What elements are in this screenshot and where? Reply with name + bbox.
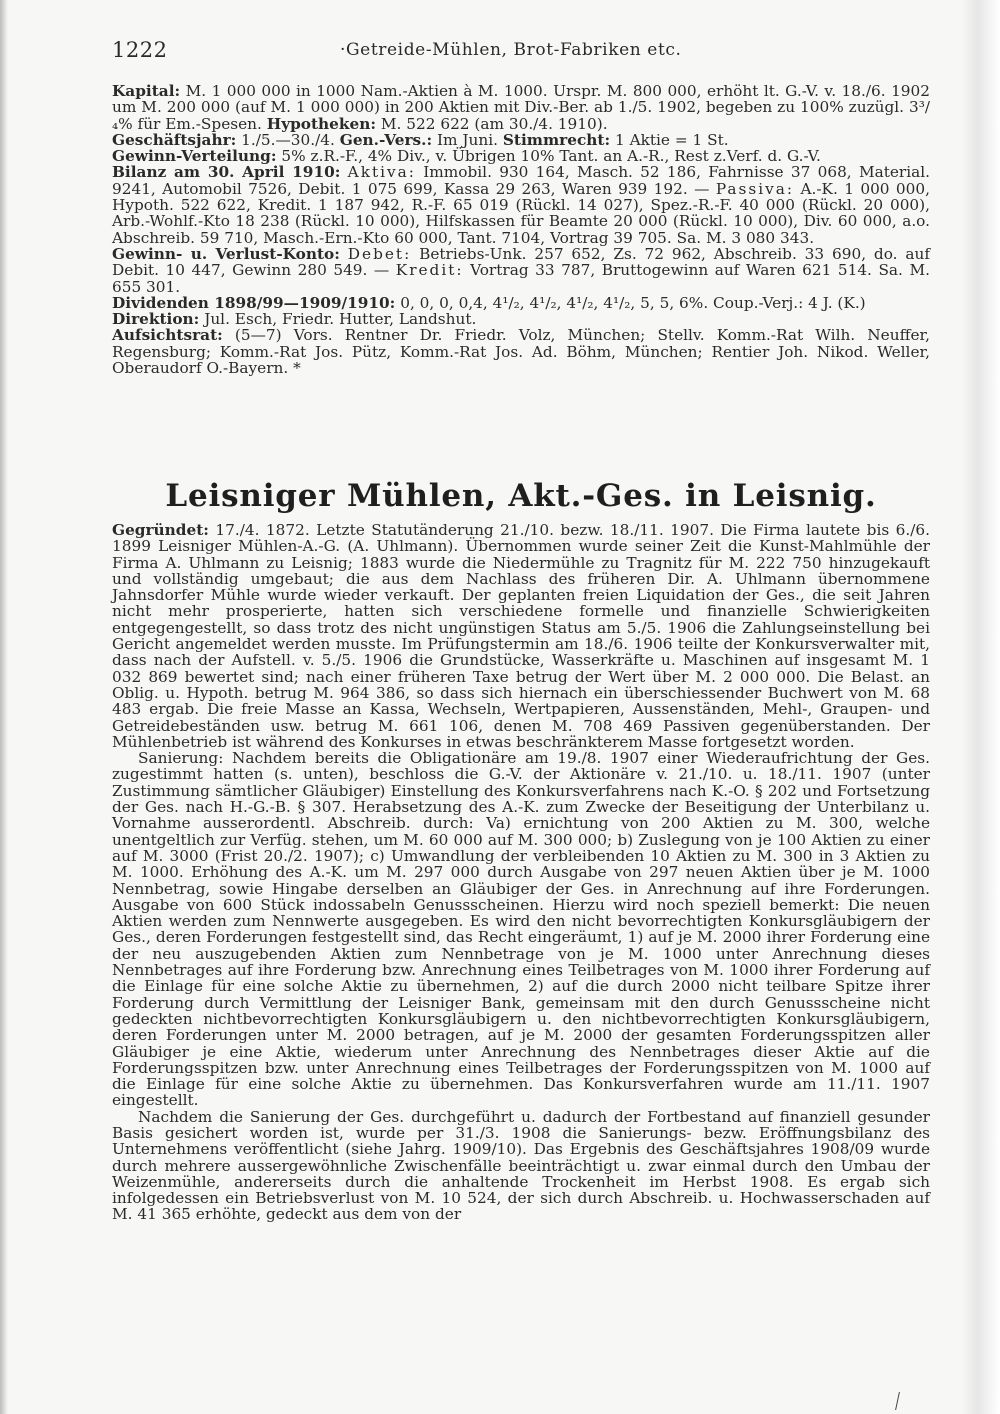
kapital-paragraph	[112, 83, 930, 132]
scan-edge-left	[0, 0, 8, 1414]
gewinnverteilung-text: 5% z.R.-F., 4% Div., v. Übrigen 10% Tant. an A.-R., Rest z.Verf. d. G.-V.	[281, 147, 821, 166]
genvers-text: Im Juni.	[436, 130, 498, 149]
hypotheken-label: Hypotheken:	[266, 114, 377, 133]
stimmrecht-label: Stimmrecht:	[502, 130, 611, 149]
page-header	[112, 38, 932, 64]
geschaeftsjahr-label: Geschäftsjahr:	[112, 130, 237, 149]
dividenden-label: Dividenden 1898/99—1909/1910:	[112, 293, 396, 312]
geschaeftsjahr-paragraph	[112, 132, 930, 148]
geschaeftsjahr-text: 1./5.—30./4.	[241, 130, 335, 149]
guv-paragraph	[112, 246, 930, 295]
company-title: Leisniger Mühlen, Akt.-Ges. in Leisnig.	[165, 478, 877, 514]
passiva-text: A.-K. 1 000 000, Hypoth. 522 622, Kredit. 1 187 942, R.-F. 65 019 (Rückl. 14 027), Spez.-R.-F. 40 000 (Rückl. 20 000), Arb.-Wohlf.-Kto 18 238 (Rückl. 10 000), Hilfskassen für Beamte 20 000 (Rückl. 10 000), Div. 60 000, a.o. Abschreib. 59 710, Masch.-Ern.-Kto 60 000, Tant. 7104, Vortrag 39 705. Sa. M. 3 080 343.	[112, 179, 930, 247]
previous-company-entry	[112, 83, 930, 376]
company-entry	[112, 522, 930, 1223]
aufsichtsrat-label: Aufsichtsrat:	[112, 326, 223, 345]
debet-label: Debet:	[347, 244, 412, 263]
history-paragraph	[112, 522, 930, 750]
kredit-label: Kredit:	[395, 261, 464, 280]
kapital-label: Kapital:	[112, 82, 181, 100]
scan-edge-right	[962, 0, 1000, 1414]
final-paragraph: Nachdem die Sanierung der Ges. durchgeführt u. dadurch der Fortbestand auf finanziell gesunder Basis gesichert worden ist, wurde per 31./3. 1908 die Sanierungs- bezw. Eröffnungsbilanz des Unternehmens veröffentlicht (siehe Jahrg. 1909/10). Das Ergebnis des Geschäftsjahres 1908/09 wurde durch mehrere aussergewöhnliche Zwischenfälle beeinträchtigt u. zwar einmal durch den Umbau der Weizenmühle, andererseits durch die anhaltende Trockenheit im Herbst 1908. Es ergab sich infolgedessen ein Betriebsverlust von M. 10 524, der sich durch Abschreib. u. Hochwasserschaden auf M. 41 365 erhöhte, gedeckt aus dem von der	[112, 1107, 930, 1224]
margin-mark	[895, 1392, 912, 1410]
aufsichtsrat-text: (5—7) Vors. Rentner Dr. Friedr. Volz, München; Stellv. Komm.-Rat Wilh. Neuffer, Regensburg; Komm.-Rat Jos. Pütz, Komm.-Rat Jos. Ad. Böhm, München; Rentier Joh. Nikod. Weller, Oberaudorf O.-Bayern. *	[112, 326, 930, 378]
bilanz-paragraph	[112, 164, 930, 245]
stimmrecht-text: 1 Aktie = 1 St.	[614, 130, 729, 149]
aktiva-text: Immobil. 930 164, Masch. 52 186, Fahrnisse 37 068, Material. 9241, Automobil 7526, Debit. 1 075 699, Kassa 29 263, Waren 939 192. —	[112, 163, 931, 198]
direktion-label: Direktion:	[112, 310, 200, 329]
guv-label: Gewinn- u. Verlust-Konto:	[112, 244, 340, 263]
dividenden-paragraph	[112, 295, 930, 311]
gewinnverteilung-paragraph	[112, 148, 930, 164]
kapital-text: M. 1 000 000 in 1000 Nam.-Aktien à M. 1000. Urspr. M. 800 000, erhöht lt. G.-V. v. 18./6. 1902 um M. 200 000 (auf M. 1 000 000) in 200 Aktien mit Div.-Ber. ab 1./5. 1902, begeben zu 100% zuzügl. 3³/₄% für Em.-Spesen.	[112, 82, 930, 133]
aufsichtsrat-paragraph	[112, 327, 930, 376]
sanierung-paragraph: Sanierung: Nachdem bereits die Obligationäre am 19./8. 1907 einer Wiederaufrichtung der Ges. zugestimmt hatten (s. unten), beschloss die G.-V. der Aktionäre v. 21./10. u. 18./11. 1907 (unter Zustimmung sämtlicher Gläubiger) Einstellung des Konkursverfahrens nach K.-O. § 202 und Fortsetzung der Ges. nach H.-G.-B. § 307. Herabsetzung des A.-K. zum Zwecke der Beseitigung der Unterbilanz u. Vornahme ausserordentl. Abschreib. durch: Va) ernichtung von 200 Aktien zu M. 300, welche unentgeltlich zur Verfüg. stehen, um M. 60 000 auf M. 300 000; b) Zuslegung von je 100 Aktien zu einer auf M. 3000 (Frist 20./2. 1907); c) Umwandlung der verbleibenden 10 Aktien zu M. 300 in 3 Aktien zu M. 1000. Erhöhung des A.-K. um M. 297 000 durch Ausgabe von 297 neuen Aktien über je M. 1000 Nennbetrag, sowie Hingabe derselben an Gläubiger der Ges. in Anrechnung auf ihre Forderungen. Ausgabe von 600 Stück indossabeln Genussscheinen. Hierzu wird noch speziell bemerkt: Die neuen Aktien werden zum Nennwerte ausgegeben. Es wird den nicht bevorrechtigten Konkursgläubigern der Ges., deren Forderungen festgestellt sind, das Recht eingeräumt, 1) auf je M. 2000 ihrer Forderung eine der neu auszugebenden Aktien zum Nennbetrage von je M. 1000 unter Anrechnung dieses Nennbetrages auf ihre Forderung bzw. Anrechnung eines Teilbetrages von M. 1000 ihrer Forderung auf die Einlage für eine solche Aktie zu übernehmen, 2) auf die durch 2000 nicht teilbare Spitze ihrer Forderung durch Vermittlung der Leisniger Bank, gemeinsam mit den durch Genussscheine nicht gedeckten nichtbevorrechtigten Konkursgläubigern u. den nichtbevorrechtigten Konkursgläubigern, deren Forderungen unter M. 2000 betragen, auf je M. 2000 der gesamten Forderungsspitzen aller Gläubiger je eine Aktie, wiederum unter Anrechnung des Nennbetrages dieser Aktie auf die Forderungsspitzen bzw. unter Anrechnung eines Teilbetrages der Forderungsspitzen von M. 1000 auf die Einlage für eine solche Aktie zu übernehmen. Das Konkursverfahren wurde am 11./11. 1907 eingestellt.	[112, 749, 930, 1110]
direktion-paragraph	[112, 311, 930, 327]
debet-text: Betriebs-Unk. 257 652, Zs. 72 962, Abschreib. 33 690, do. auf Debit. 10 447, Gewinn 280 549. —	[112, 244, 931, 280]
gewinnverteilung-label: Gewinn-Verteilung:	[112, 147, 277, 166]
history-text: 17./4. 1872. Letzte Statutänderung 21./10. bezw. 18./11. 1907. Die Firma lautete bis 6./6. 1899 Leisniger Mühlen-A.-G. (A. Uhlmann). Übernommen wurde seiner Zeit die Kunst-Mahlmühle der Firma A. Uhlmann zu Leisnig; 1883 wurde die Niedermühle zu Tragnitz für M. 222 750 hinzugekauft und vollständig umgebaut; die aus dem Nachlass des früheren Dir. A. Uhlmann übernommene Jahnsdorfer Mühle wurde wieder verkauft. Der geplanten freien Liquidation der Ges., die seit Jahren nicht mehr prosperierte, hatten sich verschiedene formelle und finanzielle Schwierigkeiten entgegengestellt, so dass trotz des nicht ungünstigen Status am 5./5. 1906 die Zahlungseinstellung bei Gericht angemeldet werden musste. Im Prüfungstermin am 18./6. 1906 teilte der Konkursverwalter mit, dass nach der Aufstell. v. 5./5. 1906 die Grundstücke, Wasserkräfte u. Maschinen auf insgesamt M. 1 032 869 bewertet sind; nach einer früheren Taxe betrug der Wert über M. 2 000 000. Die Belast. an Oblig. u. Hypoth. betrug M. 964 386, so dass sich hiernach ein überschiessender Buchwert von M. 68 483 ergab. Die freie Masse an Kassa, Wechseln, Wertpapieren, Aussenständen, Mehl-, Graupen- und Getreidebeständen usw. betrug M. 661 106, denen M. 708 469 Passiven gegenüberstanden. Der Mühlenbetrieb ist während des Konkurses in etwas beschränkterem Masse fortgesetzt worden.	[112, 521, 930, 751]
dividenden-text: 0, 0, 0, 0,4, 4¹/₂, 4¹/₂, 4¹/₂, 4¹/₂, 5, 5, 6%. Coup.-Verj.: 4 J. (K.)	[400, 293, 866, 312]
hypotheken-text: M. 522 622 (am 30./4. 1910).	[380, 114, 608, 133]
bilanz-label: Bilanz am 30. April 1910:	[112, 163, 341, 182]
gegruendet-label: Gegründet:	[112, 521, 209, 539]
kredit-text: Vortrag 33 787, Bruttogewinn auf Waren 621 514. Sa. M. 655 301.	[112, 261, 930, 296]
aktiva-label: Aktiva:	[347, 163, 416, 182]
page-number: 1222	[112, 38, 168, 62]
direktion-text: Jul. Esch, Friedr. Hutter, Landshut.	[204, 310, 477, 329]
passiva-label: Passiva:	[715, 179, 795, 198]
genvers-label: Gen.-Vers.:	[339, 130, 433, 149]
running-head: ·Getreide-Mühlen, Brot-Fabriken etc.	[340, 40, 682, 60]
